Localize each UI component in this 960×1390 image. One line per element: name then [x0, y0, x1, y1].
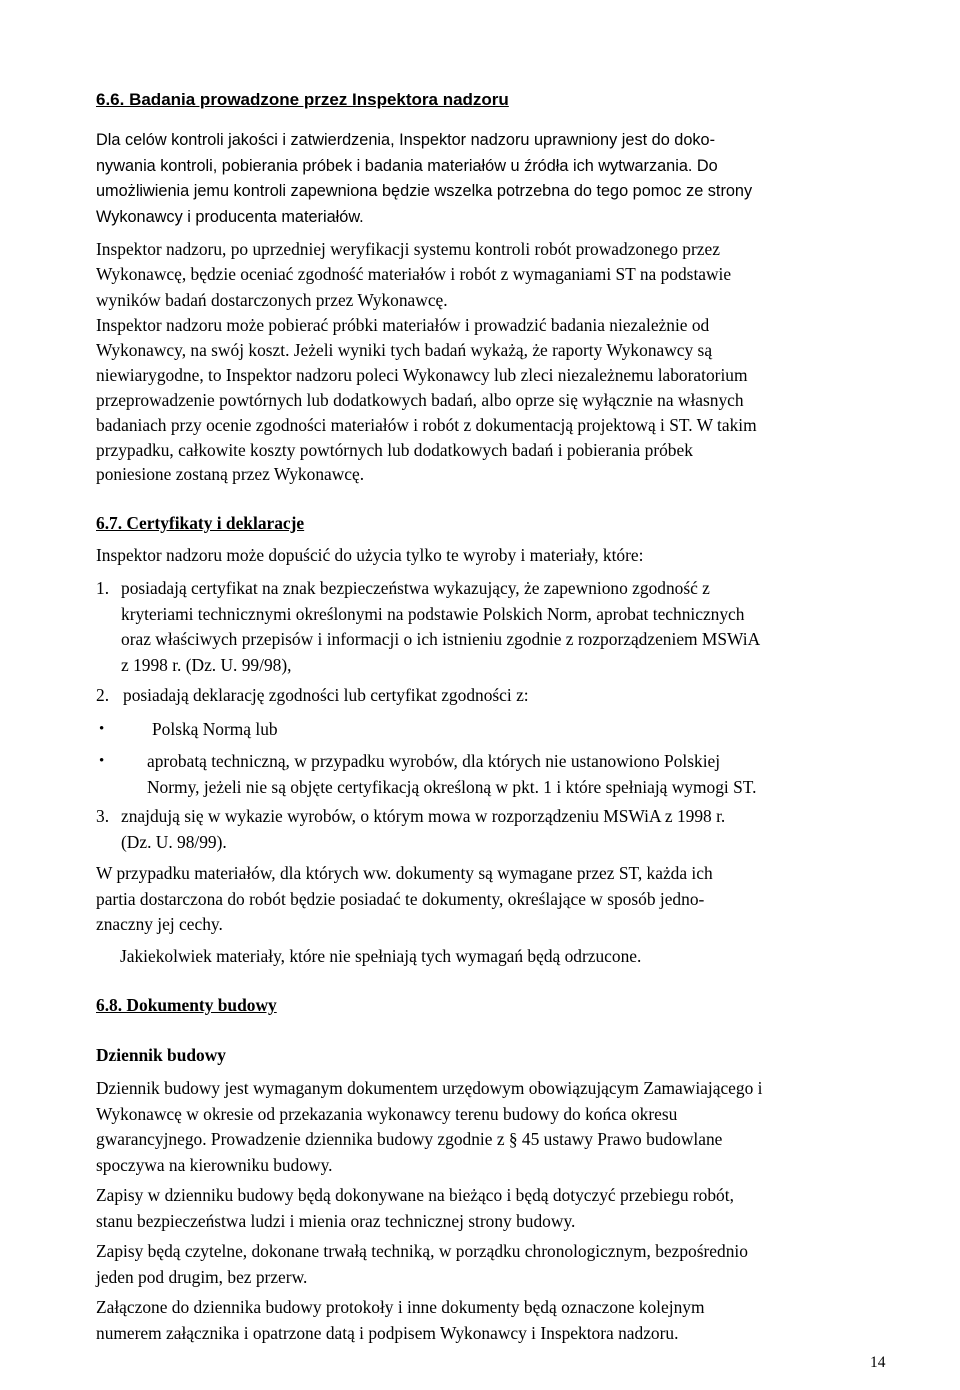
list-item-3-text: znajdują się w wykazie wyrobów, o którym mowa w rozporządzeniu MSWiA z 1998 r. (Dz. U. 98/99).	[121, 806, 726, 852]
list-item-3-number: 3.	[96, 806, 110, 826]
section-6-7-intro: Inspektor nadzoru może dopuścić do użycia tylko te wyroby i materiały, które:	[96, 545, 644, 565]
section-6-7-heading: 6.7. Certyfikaty i deklaracje	[96, 513, 305, 533]
list-item-3	[96, 804, 896, 856]
list-item-2-number: 2.	[96, 685, 110, 705]
bullet-item-1-text: Polską Normą lub	[152, 719, 278, 739]
bullet-icon: •	[99, 721, 105, 737]
section-6-7-paragraph-after-list: W przypadku materiałów, dla których ww. dokumenty są wymagane przez ST, każda ich partia dostarczona do robót będzie posiadać te dokumenty, określające w sposób jedno- znaczny jej cechy.	[96, 863, 713, 934]
dziennik-paragraph-4: Załączone do dziennika budowy protokoły i inne dokumenty będą oznaczone kolejnym numerem załącznika i opatrzone datą i podpisem Wykonawcy i Inspektora nadzoru.	[96, 1297, 705, 1343]
page-number: 14	[870, 1354, 886, 1371]
dziennik-budowy-subheading: Dziennik budowy	[96, 1045, 226, 1065]
bullet-icon: •	[99, 753, 105, 769]
dziennik-paragraph-2: Zapisy w dzienniku budowy będą dokonywane na bieżąco i będą dotyczyć przebiegu robót, stanu bezpieczeństwa ludzi i mienia oraz technicznej strony budowy.	[96, 1185, 734, 1231]
section-6-6-paragraph-2: Inspektor nadzoru, po uprzedniej weryfikacji systemu kontroli robót prowadzonego przez Wykonawcę, będzie oceniać zgodność materiałów i robót z wymaganiami ST na podstawie wyników badań dostarczonych przez Wykonawcę.	[96, 239, 732, 310]
list-item-1	[96, 576, 896, 678]
bullet-item-2	[96, 749, 896, 801]
section-6-7-rejection-note: Jakiekolwiek materiały, które nie spełniają tych wymagań będą odrzucone.	[120, 946, 642, 966]
section-6-6-paragraph-3: Inspektor nadzoru może pobierać próbki materiałów i prowadzić badania niezależnie od Wykonawcy, na swój koszt. Jeżeli wyniki tych badań wykażą, że raporty Wykonawcy są niewiarygodne, to Inspektor nadzoru poleci Wykonawcy lub zleci niezależnemu laboratorium przeprowadzenie powtórnych lub dodatkowych badań, albo oprze się wyłącznie na własnych badaniach przy ocenie zgodności materiałów i robót z dokumentacją projektową i ST. W takim przypadku, całkowite koszty powtórnych lub dodatkowych badań i pobierania próbek poniesione zostaną przez Wykonawcę.	[96, 315, 757, 485]
list-item-2-text: posiadają deklarację zgodności lub certyfikat zgodności z:	[123, 685, 529, 705]
section-6-6-heading: 6.6. Badania prowadzone przez Inspektora nadzoru	[96, 90, 509, 109]
list-item-1-text: posiadają certyfikat na znak bezpieczeństwa wykazujący, że zapewniono zgodność z kryteriami technicznymi określonymi na podstawie Polskich Norm, aprobat technicznych oraz właściwych przepisów i informacji o ich istnieniu zgodnie z rozporządzeniem MSWiA z 1998 r. (Dz. U. 99/98),	[121, 578, 761, 675]
bullet-item-2-text: aprobatą techniczną, w przypadku wyrobów, dla których nie ustanowiono Polskiej Normy, jeżeli nie są objęte certyfikacją określoną w pkt. 1 i które spełniają wymogi ST.	[147, 751, 757, 797]
list-item-1-number: 1.	[96, 578, 110, 598]
section-6-6-paragraph-1: Dla celów kontroli jakości i zatwierdzenia, Inspektor nadzoru uprawniony jest do doko- nywania kontroli, pobierania próbek i badania materiałów u źródła ich wytwarzania. Do umożliwienia jemu kontroli zapewniona będzie wszelka potrzebna do tego pomoc ze strony Wykonawcy i producenta materiałów.	[96, 131, 753, 226]
dziennik-paragraph-3: Zapisy będą czytelne, dokonane trwałą techniką, w porządku chronologicznym, bezpośrednio jeden pod drugim, bez przerw.	[96, 1241, 748, 1287]
section-6-8-heading: 6.8. Dokumenty budowy	[96, 995, 277, 1015]
dziennik-paragraph-1: Dziennik budowy jest wymaganym dokumentem urzędowym obowiązującym Zamawiającego i Wykonawcę w okresie od przekazania wykonawcy terenu budowy do końca okresu gwarancyjnego. Prowadzenie dziennika budowy zgodnie z § 45 ustawy Prawo budowlane spoczywa na kierowniku budowy.	[96, 1078, 763, 1175]
